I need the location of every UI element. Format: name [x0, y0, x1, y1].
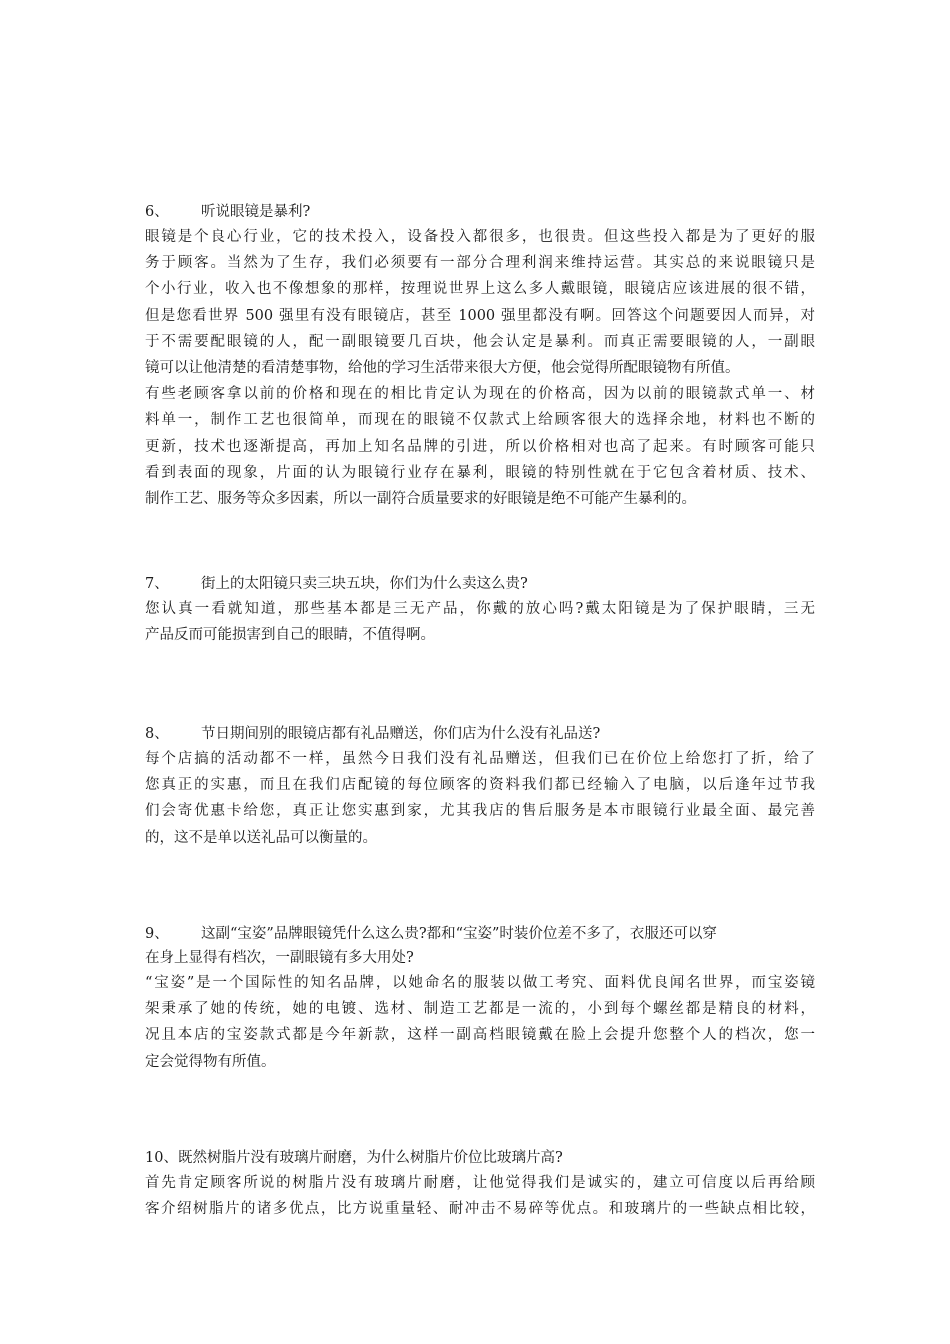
answer-line: “宝姿”是一个国际性的知名品牌，以她命名的服装以做工考究、面料优良闻名世界，而宝姿镜	[145, 975, 815, 991]
question-number: 9、	[145, 926, 169, 942]
answer-line: 于不需要配眼镜的人，配一副眼镜要几百块，他会认定是暴利。而真正需要眼镜的人，一副眼	[145, 333, 815, 350]
qa-section-9	[145, 922, 815, 1075]
question-text: 既然树脂片没有玻璃片耐磨，为什么树脂片价位比玻璃片高?	[177, 1150, 563, 1166]
answer-line: 您真正的实惠，而且在我们店配镜的每位顾客的资料我们都已经输入了电脑，以后逢年过节我	[145, 777, 815, 794]
qa-section-6	[145, 200, 815, 512]
question-text: 听说眼镜是暴利?	[201, 204, 311, 220]
question-number: 10、	[145, 1150, 178, 1166]
answer-line: 客介绍树脂片的诸多优点，比方说重量轻、耐冲击不易碎等优点。和玻璃片的一些缺点相比较，	[145, 1201, 815, 1218]
qa-section-10	[145, 1146, 815, 1222]
answer-line: 但是您看世界 500 强里有没有眼镜店，甚至 1000 强里都没有啊。回答这个问题要因人而异，对	[145, 307, 815, 324]
answer-line: 看到表面的现象，片面的认为眼镜行业存在暴利，眼镜的特别性就在于它包含着材质、技术、	[145, 464, 815, 481]
qa-section-8	[145, 722, 815, 851]
question-number: 6、	[145, 204, 169, 220]
answer-line: 的，这不是单以送礼品可以衡量的。	[145, 829, 377, 846]
question-text: 这副“宝姿”品牌眼镜凭什么这么贵?都和“宝姿”时装价位差不多了，衣服还可以穿	[201, 926, 717, 942]
answer-line: 定会觉得物有所值。	[145, 1053, 276, 1070]
question-10	[145, 1146, 815, 1170]
question-7	[145, 572, 815, 596]
question-number: 7、	[145, 576, 169, 592]
document-page	[145, 0, 815, 1344]
answer-line: 更新，技术也逐渐提高，再加上知名品牌的引进，所以价格相对也高了起来。有时顾客可能只	[145, 438, 815, 455]
question-9-continued: 在身上显得有档次，一副眼镜有多大用处?	[145, 950, 414, 966]
answer-line: 料单一，制作工艺也很简单，而现在的眼镜不仅款式上给顾客很大的选择余地，材料也不断的	[145, 412, 815, 429]
answer-line: 架秉承了她的传统，她的电镀、选材、制造工艺都是一流的，小到每个螺丝都是精良的材料，	[145, 1001, 815, 1018]
answer-line: 务于顾客。当然为了生存，我们必须要有一部分合理利润来维持运营。其实总的来说眼镜只是	[145, 255, 815, 272]
question-8	[145, 722, 815, 746]
answer-line: 您认真一看就知道，那些基本都是三无产品，你戴的放心吗?戴太阳镜是为了保护眼睛，三无	[145, 601, 815, 617]
answer-line: 况且本店的宝姿款式都是今年新款，这样一副高档眼镜戴在脸上会提升您整个人的档次，您一	[145, 1027, 815, 1044]
answer-line: 个小行业，收入也不像想象的那样，按理说世界上这么多人戴眼镜，眼镜店应该进展的很不错，	[145, 281, 815, 298]
qa-section-7	[145, 572, 815, 648]
question-9	[145, 922, 815, 946]
answer-line: 有些老顾客拿以前的价格和现在的相比肯定认为现在的价格高，因为以前的眼镜款式单一、材	[145, 386, 815, 403]
answer-line: 每个店搞的活动都不一样，虽然今日我们没有礼品赠送，但我们已在价位上给您打了折，给了	[145, 751, 815, 767]
answer-line: 镜可以让他清楚的看清楚事物，给他的学习生活带来很大方便，他会觉得所配眼镜物有所值。	[145, 360, 740, 377]
question-text: 街上的太阳镜只卖三块五块，你们为什么卖这么贵?	[201, 576, 528, 592]
answer-line: 首先肯定顾客所说的树脂片没有玻璃片耐磨，让他觉得我们是诚实的，建立可信度以后再给顾	[145, 1175, 815, 1191]
answer-line: 们会寄优惠卡给您，真正让您实惠到家，尤其我店的售后服务是本市眼镜行业最全面、最完善	[145, 803, 815, 820]
answer-line: 制作工艺、服务等众多因素，所以一副符合质量要求的好眼镜是绝不可能产生暴利的。	[145, 491, 696, 508]
answer-line: 眼镜是个良心行业，它的技术投入，设备投入都很多，也很贵。但这些投入都是为了更好的服	[145, 229, 815, 245]
question-text: 节日期间别的眼镜店都有礼品赠送，你们店为什么没有礼品送?	[201, 726, 601, 742]
question-6	[145, 200, 815, 224]
question-number: 8、	[145, 726, 169, 742]
answer-line: 产品反而可能损害到自己的眼睛，不值得啊。	[145, 627, 435, 644]
